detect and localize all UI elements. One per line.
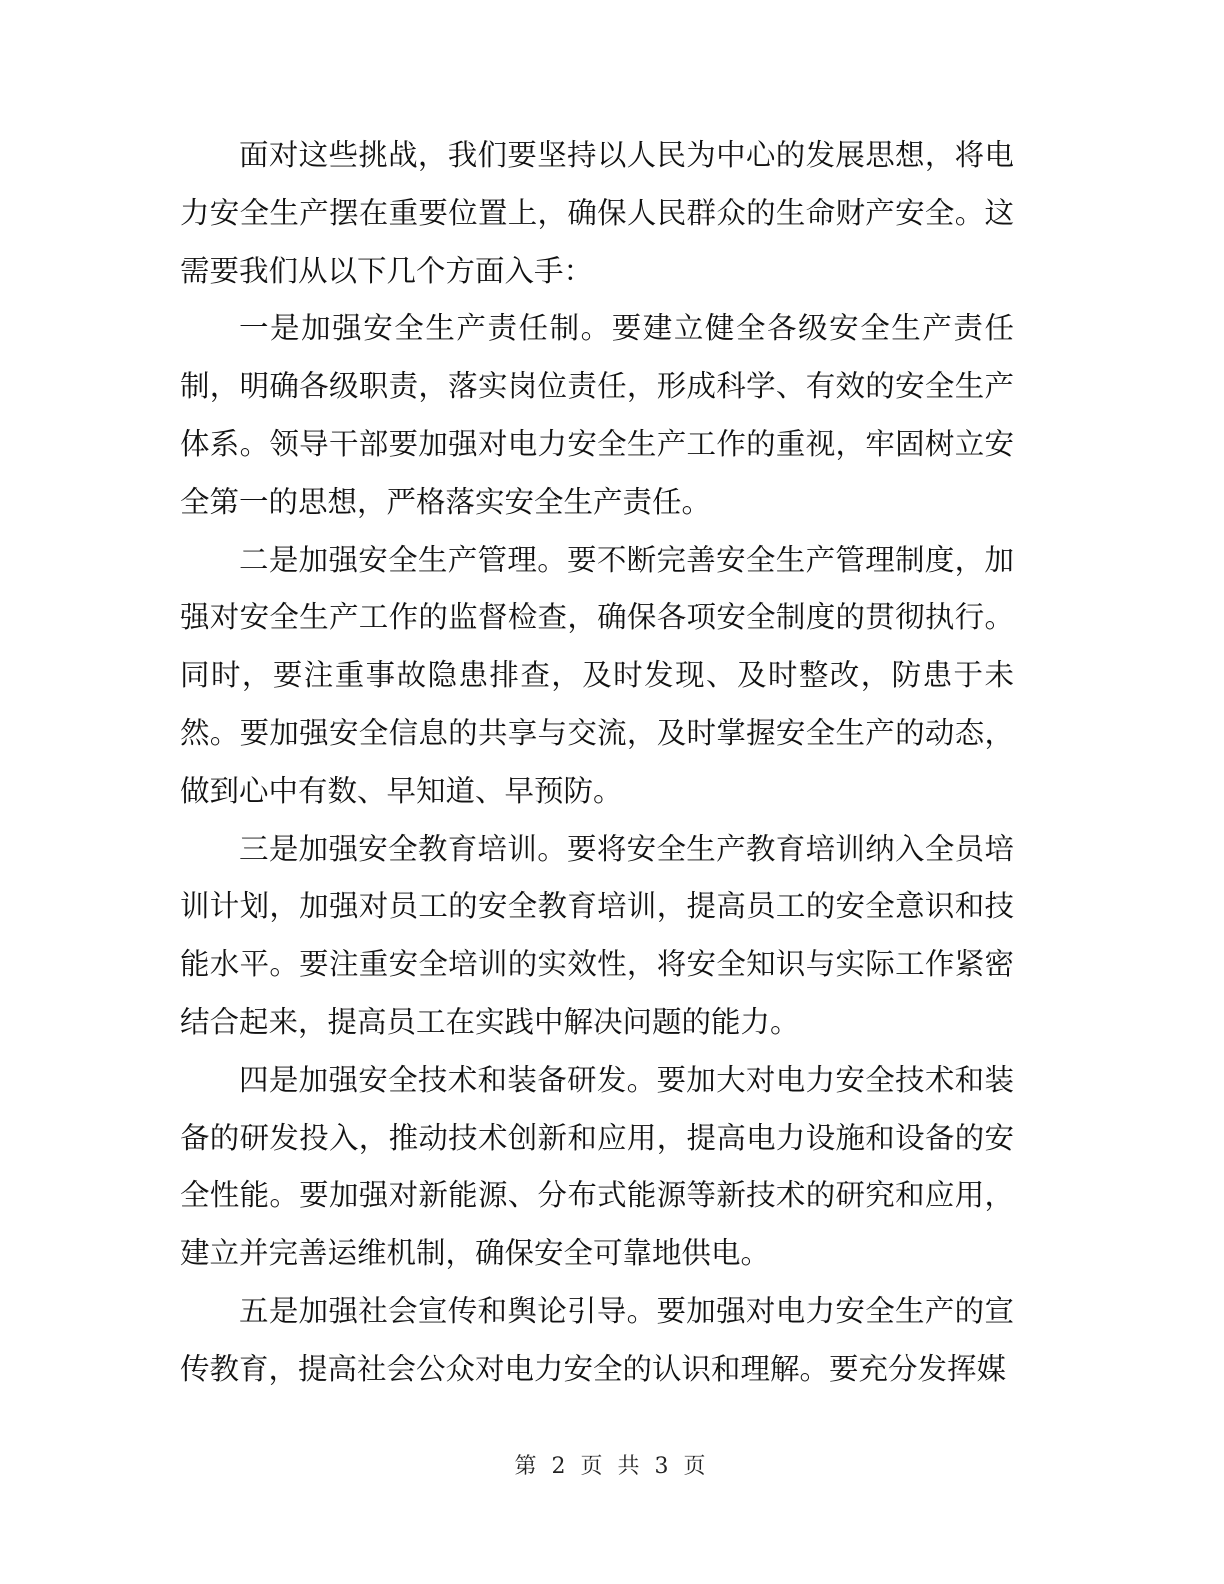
page-number-footer: 第 2 页 共 3 页 [514, 1454, 710, 1479]
document-body [180, 127, 1014, 1399]
paragraph-point-3: 三是加强安全教育培训。要将安全生产教育培训纳入全员培训计划，加强对员工的安全教育培训，提高员工的安全意识和技能水平。要注重安全培训的实效性，将安全知识与实际工作紧密结合起来，提高员工在实践中解决问题的能力。 [180, 831, 1014, 1039]
paragraph-point-5: 五是加强社会宣传和舆论引导。要加强对电力安全生产的宣传教育，提高社会公众对电力安全的认识和理解。要充分发挥媒 [180, 1293, 1014, 1386]
paragraph-intro: 面对这些挑战，我们要坚持以人民为中心的发展思想，将电力安全生产摆在重要位置上，确保人民群众的生命财产安全。这需要我们从以下几个方面入手： [180, 138, 1014, 288]
paragraph-point-2: 二是加强安全生产管理。要不断完善安全生产管理制度，加强对安全生产工作的监督检查，确保各项安全制度的贯彻执行。同时，要注重事故隐患排查，及时发现、及时整改，防患于未然。要加强安全信息的共享与交流，及时掌握安全生产的动态，做到心中有数、早知道、早预防。 [180, 542, 1014, 808]
paragraph-point-1: 一是加强安全生产责任制。要建立健全各级安全生产责任制，明确各级职责，落实岗位责任，形成科学、有效的安全生产体系。领导干部要加强对电力安全生产工作的重视，牢固树立安全第一的思想，严格落实安全生产责任。 [180, 311, 1014, 519]
paragraph-point-4: 四是加强安全技术和装备研发。要加大对电力安全技术和装备的研发投入，推动技术创新和应用，提高电力设施和设备的安全性能。要加强对新能源、分布式能源等新技术的研究和应用，建立并完善运维机制，确保安全可靠地供电。 [180, 1062, 1014, 1271]
